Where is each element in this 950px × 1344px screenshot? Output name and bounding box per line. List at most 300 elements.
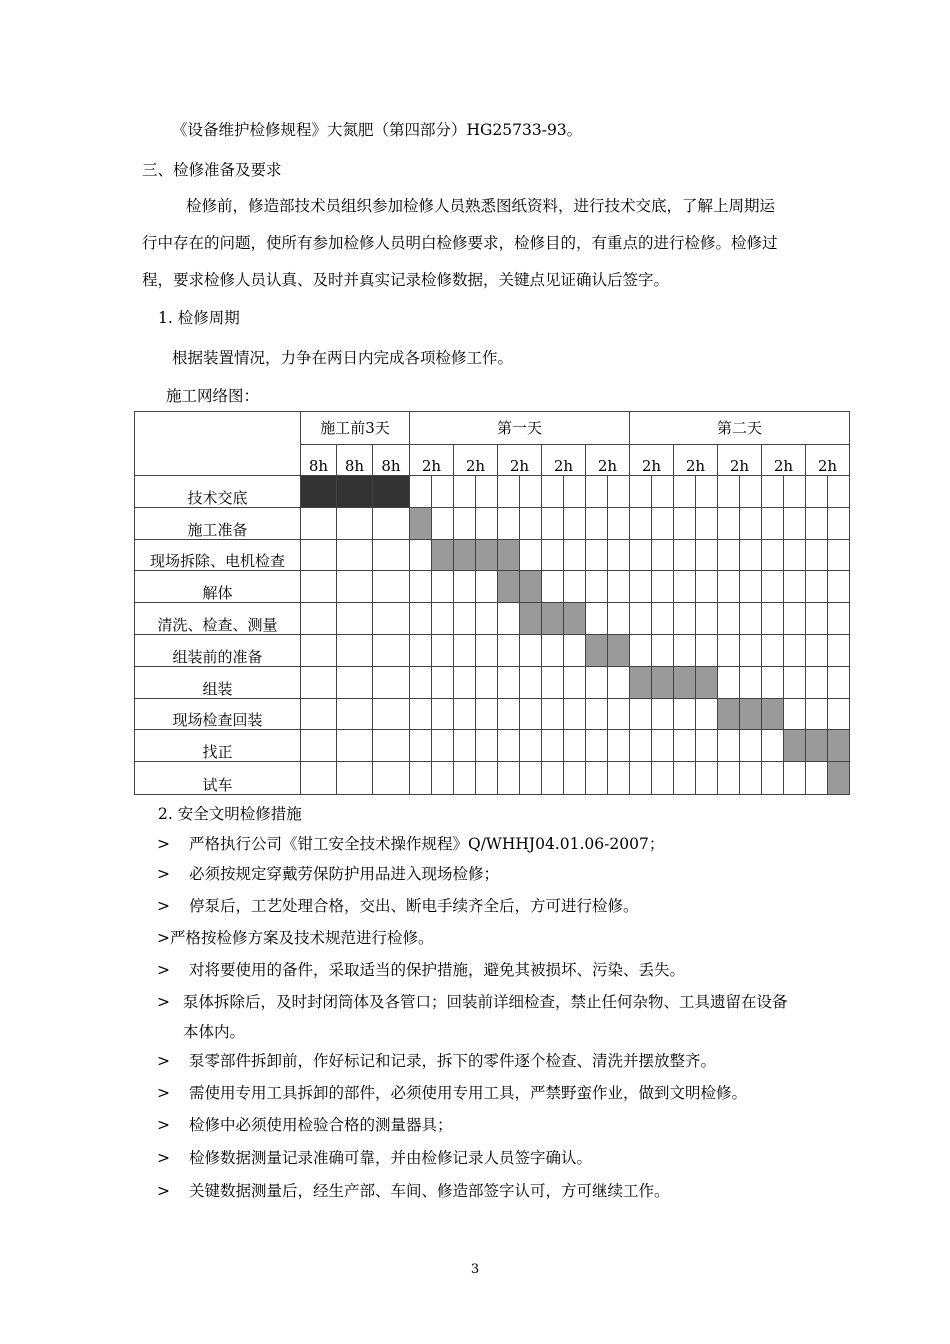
gantt-cell [652,635,674,667]
gantt-cell [828,476,850,508]
gantt-bar-cell [762,699,784,730]
gantt-cell [740,635,762,667]
gantt-bar-cell [564,603,586,635]
gantt-cell [498,762,520,795]
gantt-cell [784,540,806,571]
gantt-cell [564,762,586,795]
gantt-cell [564,476,586,508]
subheading-safety: 2. 安全文明检修措施 [158,805,302,823]
gantt-cell [564,730,586,762]
hour-cell: 8h [301,445,337,476]
bullet-text: 严格执行公司《钳工安全技术操作规程》Q/WHHJ04.01.06-2007； [189,835,665,853]
gantt-cell [498,508,520,540]
gantt-bar-cell [806,730,828,762]
gantt-cell [806,540,828,571]
gantt-cell [784,699,806,730]
bullet-marker: > [157,961,170,979]
gantt-cell [630,571,652,603]
group-day1: 第一天 [410,412,630,445]
gantt-cell [542,699,564,730]
gantt-cell [520,730,542,762]
gantt-cell [337,699,373,730]
bullet-marker: > [157,865,170,883]
gantt-cell [410,635,432,667]
gantt-cell [630,699,652,730]
gantt-cell [410,699,432,730]
gantt-cell [498,730,520,762]
gantt-cell [454,571,476,603]
gantt-cell [432,635,454,667]
gantt-task-row [135,635,850,667]
bullet-text: 检修中必须使用检验合格的测量器具； [189,1116,453,1134]
gantt-task-row [135,476,850,508]
gantt-cell [476,762,498,795]
hour-cell: 2h [498,445,542,476]
gantt-cell [652,508,674,540]
gantt-cell [520,540,542,571]
gantt-cell [630,603,652,635]
gantt-cell [630,476,652,508]
hour-cell: 2h [410,445,454,476]
bullet-marker: > [157,1116,170,1134]
gantt-cell [476,571,498,603]
gantt-cell [674,635,696,667]
gantt-cell [718,762,740,795]
gantt-cell [498,603,520,635]
bullet-text: 泵零部件拆卸前，作好标记和记录，拆下的零件逐个检查、清洗并摆放整齐。 [189,1052,717,1070]
gantt-cell [542,476,564,508]
gantt-cell [454,699,476,730]
gantt-cell [301,635,337,667]
gantt-cell [454,603,476,635]
gantt-cell [520,508,542,540]
bullet-marker: > [157,1182,170,1200]
gantt-cell [586,571,608,603]
bullet-text: 对将要使用的备件，采取适当的保护措施，避免其被损坏、污染、丢失。 [189,961,686,979]
gantt-cell [542,571,564,603]
gantt-cell [762,571,784,603]
hour-cell: 2h [762,445,806,476]
gantt-cell [432,667,454,699]
task-label: 现场拆除、电机检查 [135,540,301,571]
gantt-cell [608,730,630,762]
hour-cell: 2h [630,445,674,476]
task-label: 施工准备 [135,508,301,540]
gantt-cell [410,603,432,635]
hour-cell: 8h [337,445,373,476]
task-label: 技术交底 [135,476,301,508]
gantt-cell [740,667,762,699]
gantt-cell [740,476,762,508]
paragraph-1-line-2: 行中存在的问题，使所有参加检修人员明白检修要求，检修目的，有重点的进行检修。检修过 [142,234,778,252]
gantt-cell [652,730,674,762]
gantt-cell [806,762,828,795]
gantt-bar-cell [476,540,498,571]
gantt-cell [652,540,674,571]
task-label: 解体 [135,571,301,603]
gantt-cell [410,667,432,699]
gantt-cell [806,476,828,508]
gantt-cell [373,540,410,571]
gantt-cell [696,603,718,635]
gantt-cell [718,476,740,508]
gantt-cell [410,762,432,795]
bullet-marker: > [157,1084,170,1102]
gantt-cell [476,635,498,667]
gantt-cell [696,508,718,540]
gantt-bar-cell [410,508,432,540]
gantt-cell [608,508,630,540]
gantt-bar-cell [784,730,806,762]
gantt-cell [740,508,762,540]
gantt-bar-cell [498,540,520,571]
gantt-cell [740,540,762,571]
gantt-cell [586,667,608,699]
gantt-cell [718,603,740,635]
gantt-cell [301,699,337,730]
gantt-task-row [135,571,850,603]
gantt-bar-cell [301,476,337,508]
paragraph-1-line-1: 检修前，修造部技术员组织参加检修人员熟悉图纸资料，进行技术交底，了解上周期运 [186,197,776,215]
gantt-cell [410,476,432,508]
gantt-bar-cell [718,699,740,730]
gantt-cell [373,635,410,667]
bullet-text: 必须按规定穿戴劳保防护用品进入现场检修； [189,865,500,883]
bullet-text: 停泵后，工艺处理合格，交出、断电手续齐全后，方可进行检修。 [189,897,639,915]
gantt-cell [784,476,806,508]
gantt-cell [337,603,373,635]
gantt-cell [652,571,674,603]
gantt-cell [301,540,337,571]
hour-cell: 2h [542,445,586,476]
bullet-marker: > [157,897,170,915]
bullet-text: 关键数据测量后，经生产部、车间、修造部签字认可，方可继续工作。 [189,1182,670,1200]
gantt-cell [718,635,740,667]
gantt-cell [476,603,498,635]
gantt-bar-cell [696,667,718,699]
gantt-cell [696,762,718,795]
bullet-text: 泵体拆除后，及时封闭筒体及各管口；回装前详细检查，禁止任何杂物、工具遗留在设备 [183,993,788,1011]
gantt-cell [740,603,762,635]
gantt-bar-cell [520,603,542,635]
gantt-cell [806,635,828,667]
gantt-cell [586,730,608,762]
gantt-cell [652,762,674,795]
gantt-bar-cell [432,540,454,571]
gantt-cell [762,476,784,508]
gantt-cell [520,635,542,667]
gantt-cell [542,667,564,699]
gantt-cell [520,476,542,508]
gantt-cell [674,476,696,508]
gantt-cell [696,476,718,508]
gantt-cell [674,699,696,730]
gantt-cell [476,476,498,508]
gantt-cell [828,699,850,730]
gantt-cell [454,667,476,699]
task-label: 试车 [135,762,301,795]
gantt-cell [784,667,806,699]
gantt-cell [432,603,454,635]
hour-cell: 2h [806,445,850,476]
gantt-cell [762,603,784,635]
gantt-cell [652,603,674,635]
gantt-cell [498,699,520,730]
reference-line: 《设备维护检修规程》大氮肥（第四部分）HG25733-93。 [172,121,583,139]
gantt-cell [784,603,806,635]
gantt-task-row [135,762,850,795]
gantt-cell [301,762,337,795]
gantt-cell [674,603,696,635]
gantt-cell [608,699,630,730]
gantt-cell [476,508,498,540]
gantt-cell [762,730,784,762]
gantt-cell [373,508,410,540]
gantt-task-row [135,540,850,571]
gantt-cell [586,508,608,540]
gantt-cell [454,730,476,762]
gantt-cell [586,540,608,571]
gantt-cell [630,540,652,571]
bullet-text: 需使用专用工具拆卸的部件，必须使用专用工具，严禁野蛮作业，做到文明检修。 [189,1084,748,1102]
gantt-bar-cell [828,762,850,795]
gantt-cell [608,571,630,603]
gantt-cell [806,667,828,699]
gantt-cell [762,508,784,540]
gantt-cell [806,699,828,730]
gantt-cell [762,762,784,795]
gantt-cell [718,667,740,699]
gantt-task-row [135,667,850,699]
gantt-cell [652,476,674,508]
gantt-task-row [135,730,850,762]
gantt-cell [337,667,373,699]
gantt-cell [410,540,432,571]
gantt-bar-cell [520,571,542,603]
gantt-cell [520,667,542,699]
gantt-corner-cell [135,412,301,476]
gantt-bar-cell [337,476,373,508]
gantt-bar-cell [674,667,696,699]
gantt-cell [454,635,476,667]
gantt-task-row [135,699,850,730]
gantt-cell [542,508,564,540]
bullet-marker: > [157,993,170,1011]
paragraph-2: 根据装置情况，力争在两日内完成各项检修工作。 [172,349,514,367]
gantt-cell [498,667,520,699]
bullet-item-inline: >严格按检修方案及技术规范进行检修。 [157,929,434,947]
gantt-cell [586,762,608,795]
gantt-cell [432,730,454,762]
gantt-cell [718,571,740,603]
gantt-cell [301,571,337,603]
gantt-cell [806,508,828,540]
hour-cell: 2h [674,445,718,476]
gantt-cell [784,508,806,540]
gantt-cell [454,508,476,540]
gantt-cell [696,699,718,730]
gantt-cell [674,540,696,571]
gantt-bar-cell [740,699,762,730]
gantt-cell [301,730,337,762]
task-label: 组装 [135,667,301,699]
gantt-cell [432,571,454,603]
gantt-cell [828,508,850,540]
gantt-cell [674,762,696,795]
gantt-cell [740,571,762,603]
gantt-cell [498,476,520,508]
gantt-bar-cell [542,603,564,635]
gantt-cell [373,667,410,699]
gantt-cell [652,699,674,730]
gantt-cell [476,730,498,762]
gantt-cell [454,762,476,795]
bullet-marker: > [157,1149,170,1167]
gantt-cell [762,540,784,571]
gantt-cell [630,635,652,667]
gantt-cell [542,635,564,667]
section-3-heading: 三、检修准备及要求 [142,161,282,179]
gantt-cell [806,571,828,603]
gantt-cell [542,540,564,571]
gantt-cell [476,699,498,730]
gantt-cell [806,603,828,635]
task-label: 找正 [135,730,301,762]
gantt-cell [740,730,762,762]
gantt-cell [337,730,373,762]
gantt-cell [564,571,586,603]
gantt-cell [630,730,652,762]
gantt-cell [828,667,850,699]
bullet-marker: > [157,835,170,853]
gantt-group-row [135,412,850,445]
gantt-cell [373,603,410,635]
task-label: 现场检查回装 [135,699,301,730]
gantt-cell [696,540,718,571]
gantt-cell [608,476,630,508]
gantt-cell [674,730,696,762]
gantt-cell [784,762,806,795]
gantt-cell [520,699,542,730]
gantt-cell [630,508,652,540]
gantt-cell [608,540,630,571]
hour-cell: 2h [718,445,762,476]
bullet-text: 检修数据测量记录准确可靠，并由检修记录人员签字确认。 [189,1149,593,1167]
gantt-cell [454,476,476,508]
gantt-cell [432,699,454,730]
hour-cell: 2h [586,445,630,476]
gantt-cell [828,540,850,571]
task-label: 清洗、检查、测量 [135,603,301,635]
gantt-cell [301,508,337,540]
gantt-bar-cell [828,730,850,762]
gantt-cell [762,635,784,667]
gantt-cell [828,603,850,635]
gantt-cell [301,667,337,699]
gantt-cell [630,762,652,795]
gantt-cell [608,762,630,795]
gantt-cell [373,699,410,730]
hour-cell: 8h [373,445,410,476]
gantt-cell [586,603,608,635]
gantt-cell [674,571,696,603]
gantt-bar-cell [498,571,520,603]
gantt-cell [542,762,564,795]
subheading-cycle: 1. 检修周期 [158,309,240,327]
gantt-bar-cell [373,476,410,508]
gantt-cell [608,667,630,699]
gantt-cell [564,508,586,540]
bullet-continuation: 本体内。 [183,1023,246,1041]
gantt-cell [564,540,586,571]
paragraph-1-line-3: 程，要求检修人员认真、及时并真实记录检修数据，关键点见证确认后签字。 [142,271,670,289]
gantt-cell [542,730,564,762]
group-day2: 第二天 [630,412,850,445]
gantt-cell [498,635,520,667]
page-number: 3 [470,1262,480,1277]
hour-cell: 2h [454,445,498,476]
gantt-cell [784,635,806,667]
group-pre: 施工前3天 [301,412,410,445]
gantt-cell [718,508,740,540]
gantt-cell [373,730,410,762]
gantt-cell [564,667,586,699]
gantt-cell [564,699,586,730]
gantt-cell [828,635,850,667]
gantt-cell [432,476,454,508]
gantt-cell [762,667,784,699]
gantt-cell [564,635,586,667]
gantt-cell [718,540,740,571]
gantt-cell [696,571,718,603]
gantt-cell [586,699,608,730]
gantt-bar-cell [454,540,476,571]
gantt-task-row [135,508,850,540]
gantt-cell [740,762,762,795]
gantt-cell [828,571,850,603]
network-label: 施工网络图： [166,387,260,405]
gantt-cell [373,762,410,795]
gantt-cell [410,571,432,603]
gantt-cell [718,730,740,762]
gantt-cell [608,603,630,635]
gantt-table [134,411,850,795]
gantt-cell [337,540,373,571]
gantt-task-row [135,603,850,635]
gantt-bar-cell [586,635,608,667]
gantt-cell [337,635,373,667]
gantt-cell [476,667,498,699]
task-label: 组装前的准备 [135,635,301,667]
gantt-cell [784,571,806,603]
gantt-cell [674,508,696,540]
gantt-cell [696,730,718,762]
gantt-bar-cell [630,667,652,699]
gantt-bar-cell [608,635,630,667]
gantt-cell [337,571,373,603]
gantt-cell [586,476,608,508]
gantt-cell [337,508,373,540]
gantt-cell [432,762,454,795]
gantt-cell [410,730,432,762]
gantt-cell [432,508,454,540]
gantt-cell [520,762,542,795]
gantt-bar-cell [652,667,674,699]
gantt-cell [301,603,337,635]
gantt-cell [337,762,373,795]
bullet-marker: > [157,1052,170,1070]
gantt-cell [373,571,410,603]
